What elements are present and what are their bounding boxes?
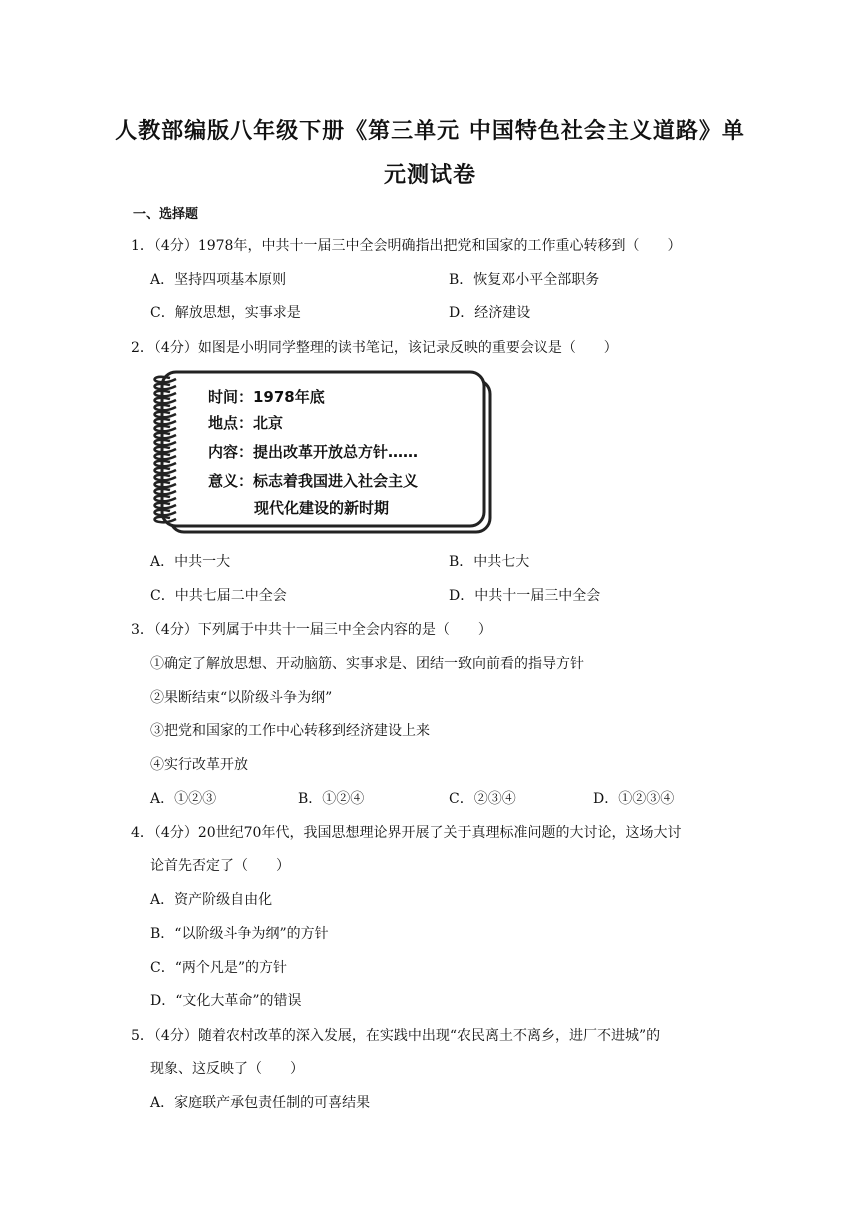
question-4-stem-line-1: 4．（4分）20世纪70年代，我国思想理论界开展了关于真理标准问题的大讨论，这场大讨: [131, 825, 682, 841]
question-5-stem-line-2: 现象、这反映了（ ）: [150, 1061, 304, 1077]
question-1-option-b: B．恢复邓小平全部职务: [449, 272, 600, 288]
question-1-option-d: D．经济建设: [449, 305, 531, 321]
question-3-option-a: A．①②③: [150, 791, 217, 807]
note-line-time: 时间：1978年底: [208, 388, 325, 406]
note-line-content: 内容：提出改革开放总方针……: [208, 443, 419, 461]
question-4-option-d: D．“文化大革命”的错误: [150, 993, 302, 1009]
question-3-item-3: ③把党和国家的工作中心转移到经济建设上来: [150, 723, 430, 739]
note-line-significance: 意义：标志着我国进入社会主义: [208, 472, 419, 490]
question-3-item-1: ①确定了解放思想、开动脑筋、实事求是、团结一致向前看的指导方针: [150, 656, 584, 672]
question-2-option-c: C．中共七届二中全会: [150, 588, 287, 604]
question-2-option-b: B．中共七大: [449, 554, 530, 570]
note-line-significance-cont: 现代化建设的新时期: [254, 499, 390, 517]
question-3-item-4: ④实行改革开放: [150, 757, 248, 773]
question-3-stem: 3．（4分）下列属于中共十一届三中全会内容的是（ ）: [131, 622, 492, 638]
question-3-option-d: D．①②③④: [593, 791, 675, 807]
note-line-place: 地点：北京: [208, 414, 284, 432]
question-4-stem-line-2: 论首先否定了（ ）: [150, 858, 290, 874]
document-title-line-2: 元测试卷: [383, 163, 476, 188]
question-4-option-a: A．资产阶级自由化: [150, 892, 273, 908]
question-2-stem: 2．（4分）如图是小明同学整理的读书笔记，该记录反映的重要会议是（ ）: [131, 340, 618, 356]
question-4-option-c: C．“两个凡是”的方针: [150, 960, 288, 976]
question-4-option-b: B．“以阶级斗争为纲”的方针: [150, 926, 329, 942]
question-3-option-b: B．①②④: [298, 791, 365, 807]
question-3-option-c: C．②③④: [449, 791, 516, 807]
question-3-item-2: ②果断结束“以阶级斗争为纲”: [150, 690, 333, 706]
question-1-stem: 1．（4分）1978年，中共十一届三中全会明确指出把党和国家的工作重心转移到（ ）: [131, 238, 682, 254]
question-1-option-c: C．解放思想，实事求是: [150, 305, 301, 321]
reading-notes-image: [148, 366, 496, 538]
question-2-option-d: D．中共十一届三中全会: [449, 588, 601, 604]
question-5-option-a: A．家庭联产承包责任制的可喜结果: [150, 1095, 371, 1111]
question-5-stem-line-1: 5．（4分）随着农村改革的深入发展，在实践中出现“农民离土不离乡，进厂不进城”的: [131, 1028, 661, 1044]
document-title-line-1: 人教部编版八年级下册《第三单元 中国特色社会主义道路》单: [115, 119, 745, 144]
question-1-option-a: A．坚持四项基本原则: [150, 272, 287, 288]
section-title: 一、选择题: [133, 207, 199, 222]
question-2-option-a: A．中共一大: [150, 554, 231, 570]
